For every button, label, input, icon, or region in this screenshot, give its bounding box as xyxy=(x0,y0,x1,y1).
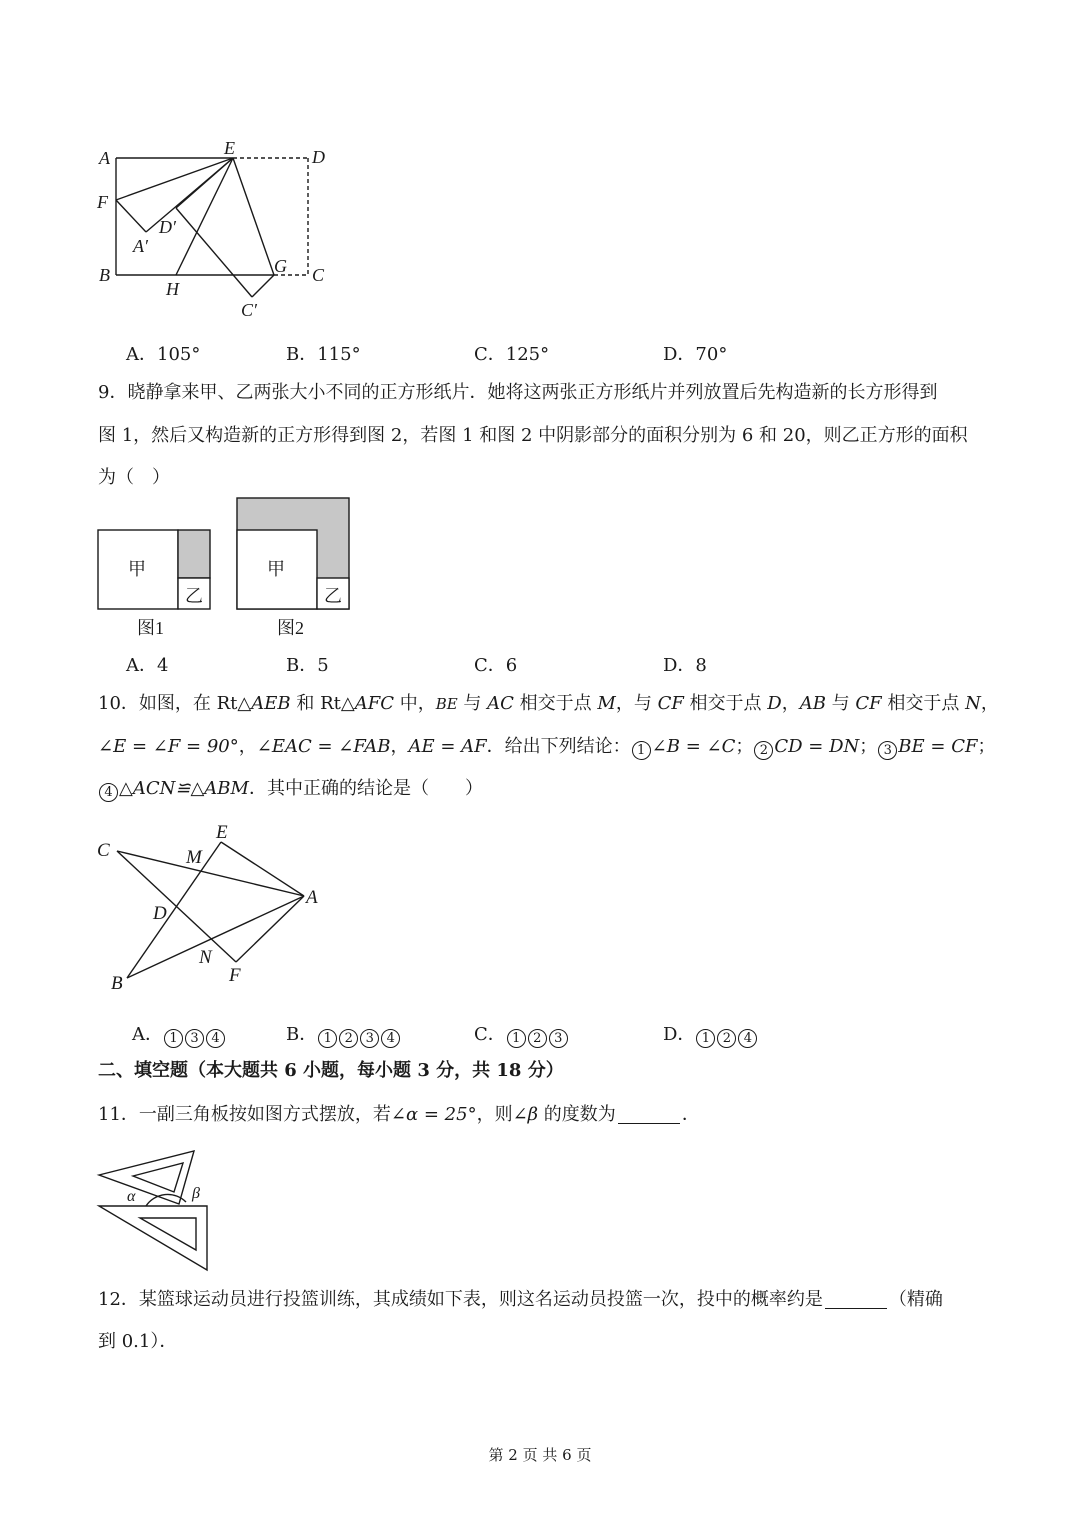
q9-line-2: 图 1，然后又构造新的正方形得到图 2，若图 1 和图 2 中阴影部分的面积分别为 6 和 20，则乙正方形的面积 xyxy=(98,425,968,446)
q10-option-c: C． 1 2 3 xyxy=(474,1020,569,1048)
q10-circle-2: 2 xyxy=(754,741,773,760)
q10-label-N: N xyxy=(199,947,212,968)
q10-label-B: B xyxy=(111,973,123,994)
q8-figure xyxy=(90,135,350,325)
q10-line-3: 4 △ACN≌△ABM．其中正确的结论是（ ） xyxy=(98,780,483,802)
section-2-title: 二、填空题（本大题共 6 小题，每小题 3 分，共 18 分） xyxy=(98,1060,564,1081)
q12-line-1: 12．某篮球运动员进行投篮训练，其成绩如下表，则这名运动员投篮一次，投中的概率约是 （精确 xyxy=(98,1289,943,1310)
q8-label-E: E xyxy=(224,138,235,158)
q12-line-2: 到 0.1）． xyxy=(98,1331,178,1352)
q10-circle-1: 1 xyxy=(632,741,651,760)
q11-text: 11．一副三角板按如图方式摆放，若∠α = 25°，则∠β 的度数为 ． xyxy=(98,1104,700,1125)
q8-label-Cp: C′ xyxy=(241,300,257,320)
q11-figure xyxy=(90,1150,220,1275)
q10-circle-4: 4 xyxy=(99,783,118,802)
q10-circle-3: 3 xyxy=(878,741,897,760)
q9-line-3: 为（ ） xyxy=(98,467,170,488)
q9-option-a: A．4 xyxy=(126,655,169,676)
q8-label-G: G xyxy=(274,256,287,276)
q11-label-alpha: α xyxy=(127,1188,136,1205)
q9-line-1: 9．晓静拿来甲、乙两张大小不同的正方形纸片．她将这两张正方形纸片并列放置后先构造新的长方形得到 xyxy=(98,382,938,403)
q9-option-b: B．5 xyxy=(286,655,329,676)
q8-label-F: F xyxy=(97,192,108,212)
q10-label-M: M xyxy=(186,847,202,868)
q9-option-d: D．8 xyxy=(663,655,707,676)
q10-label-C: C xyxy=(97,840,110,861)
q10-line-2: ∠E = ∠F = 90°，∠EAC = ∠FAB，AE = AF．给出下列结论： 1 ∠B = ∠C； 2 CD = DN； 3 BE = CF； xyxy=(98,736,996,758)
q8-label-A: A xyxy=(99,148,110,168)
q10-label-D: D xyxy=(153,903,167,924)
q8-label-Ap: A′ xyxy=(133,236,148,256)
page-footer: 第 2 页 共 6 页 xyxy=(488,1446,592,1464)
q9-fig1-shaded xyxy=(178,530,210,578)
q12-answer-blank[interactable] xyxy=(825,1290,887,1309)
q11-upper-triangle-inner xyxy=(133,1163,183,1192)
q8-label-C: C xyxy=(312,265,325,285)
q9-option-c: C．6 xyxy=(474,655,518,676)
q10-option-d: D． 1 2 4 xyxy=(663,1020,758,1048)
q8-option-c: C．125° xyxy=(474,344,550,365)
q8-line-C'G xyxy=(252,275,274,297)
q9-fig1-jia-label: 甲 xyxy=(128,559,146,579)
q10-option-a: A． 1 3 4 xyxy=(132,1020,226,1048)
q8-label-B: B xyxy=(99,265,110,285)
q8-label-D: D xyxy=(312,147,325,167)
q8-option-b: B．115° xyxy=(286,344,361,365)
q8-option-d: D．70° xyxy=(663,344,728,365)
q10-option-b: B． 1 2 3 4 xyxy=(286,1020,401,1048)
q11-upper-triangle-outer xyxy=(99,1151,194,1204)
q8-line-ED' xyxy=(176,158,233,208)
q9-fig1-yi-label: 乙 xyxy=(185,586,203,606)
q10-line-EA xyxy=(221,842,304,896)
q10-label-E: E xyxy=(216,822,228,843)
q9-fig2-jia-label: 甲 xyxy=(267,559,285,579)
q9-figures xyxy=(90,490,360,640)
q11-answer-blank[interactable] xyxy=(618,1105,680,1124)
q9-fig1-caption: 图1 xyxy=(137,618,164,638)
q8-line-FA' xyxy=(116,200,146,232)
q10-line-CF xyxy=(117,851,236,962)
q9-fig2-yi-label: 乙 xyxy=(324,586,342,606)
q11-label-beta: β xyxy=(192,1185,200,1202)
q10-line-FA xyxy=(236,896,304,962)
q8-option-a: A．105° xyxy=(126,344,201,365)
q9-fig2-caption: 图2 xyxy=(277,618,304,638)
q11-lower-triangle-inner xyxy=(140,1218,196,1250)
q8-line-EG xyxy=(233,158,274,275)
q10-line-1: 10．如图，在 Rt△AEB 和 Rt△AFC 中，BE 与 AC 相交于点 M，与 CF 相交于点 D，AB 与 CF 相交于点 N， xyxy=(98,693,999,714)
q8-label-Dp: D′ xyxy=(159,217,176,237)
q10-figure xyxy=(90,815,330,995)
q8-label-H: H xyxy=(166,279,179,299)
q11-lower-triangle-outer xyxy=(99,1206,207,1270)
q10-label-A: A xyxy=(306,887,318,908)
q10-label-F: F xyxy=(229,965,241,986)
